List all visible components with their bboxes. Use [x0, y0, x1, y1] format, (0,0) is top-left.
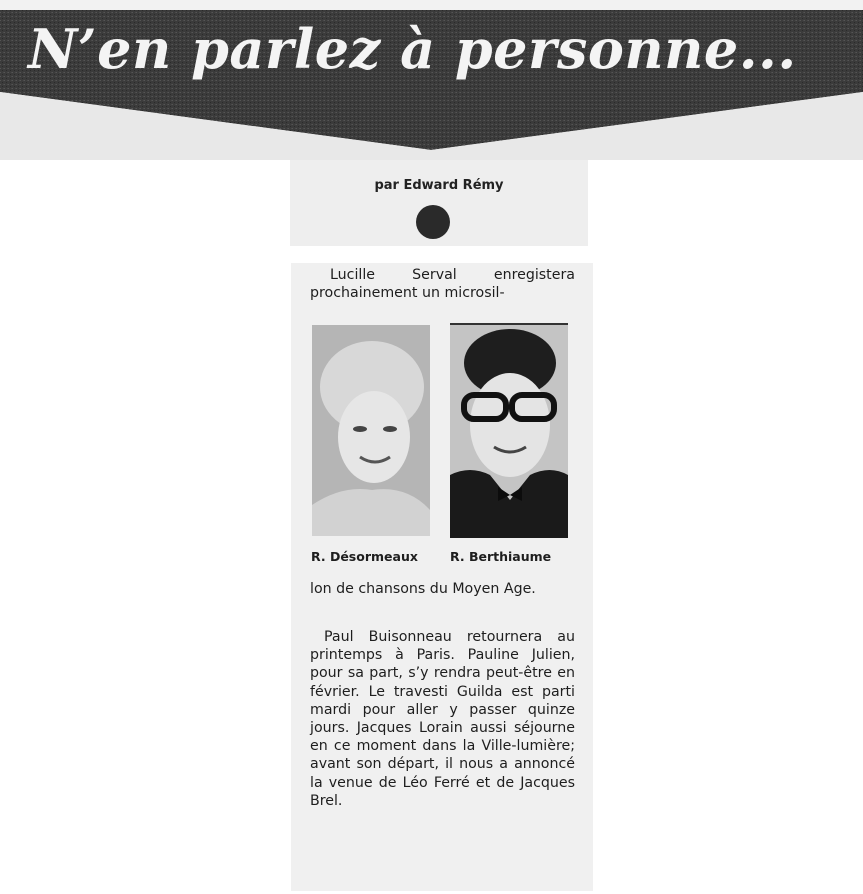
photo-caption-right: R. Berthiaume [450, 549, 552, 564]
portrait-man-image [450, 325, 568, 538]
article-paragraph-2: Paul Buisonneau retournera au printemps à Paris. Pauline Julien, pour sa part, s’y rendra peut-être en février. Le travesti Guilda est parti mardi pour aller y passer quinze jours. Jacques Lorain aussi séjourne en ce moment dans la Ville-lumière; avant son départ, il nous a annoncé la venue de Léo Ferré et de Jacques Brel. [310, 629, 575, 809]
photo-desormeaux [312, 325, 430, 536]
bullet-dot [416, 205, 450, 239]
photo-berthiaume [450, 323, 568, 538]
byline: par Edward Rémy [374, 178, 504, 193]
article-paragraph-1-continued: lon de chansons du Moyen Age. [310, 581, 536, 597]
article-paragraph-1: Lucille Serval enregistera prochainement un microsil- [310, 267, 575, 302]
page-title: N’en parlez à personne... [28, 17, 797, 81]
portrait-woman-image [312, 325, 430, 536]
header-banner [0, 0, 863, 160]
photo-caption-left: R. Désormeaux [311, 549, 418, 564]
